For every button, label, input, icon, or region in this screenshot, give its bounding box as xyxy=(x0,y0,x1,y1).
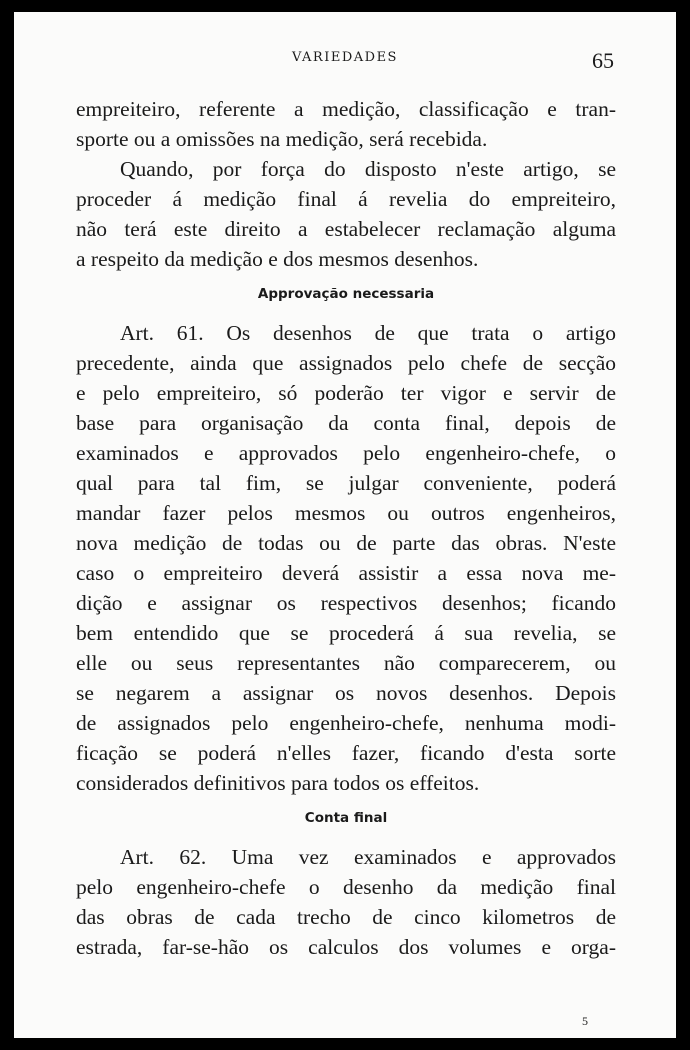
text-line: nova medição de todas ou de parte das obras. N'este xyxy=(76,531,616,555)
text-line: estrada, far-se-hão os calculos dos volumes e orga- xyxy=(76,935,616,959)
paragraph-1 xyxy=(76,94,616,154)
text-line: proceder á medição final á revelia do empreiteiro, xyxy=(76,187,616,211)
text-line: caso o empreiteiro deverá assistir a essa nova me- xyxy=(76,561,616,585)
text-line: se negarem a assignar os novos desenhos. Depois xyxy=(76,681,616,705)
text-line: dição e assignar os respectivos desenhos; ficando xyxy=(76,591,616,615)
text-line: não terá este direito a estabelecer reclamação alguma xyxy=(76,217,616,241)
text-line: Art. 61. Os desenhos de que trata o artigo xyxy=(120,321,616,345)
paragraph-article-61 xyxy=(76,318,616,798)
body-text xyxy=(76,94,616,962)
text-line: base para organisação da conta final, depois de xyxy=(76,411,616,435)
text-line: elle ou seus representantes não comparecerem, ou xyxy=(76,651,616,675)
page-number: 65 xyxy=(592,48,614,73)
text-line: ficação se poderá n'elles fazer, ficando d'esta sorte xyxy=(76,741,616,765)
text-line: de assignados pelo engenheiro-chefe, nenhuma modi- xyxy=(76,711,616,735)
text-line: bem entendido que se procederá á sua revelia, se xyxy=(76,621,616,645)
text-line: empreiteiro, referente a medição, classificação e tran- xyxy=(76,97,616,121)
text-line: qual para tal fim, se julgar conveniente, poderá xyxy=(76,471,616,495)
text-line: precedente, ainda que assignados pelo chefe de secção xyxy=(76,351,616,375)
text-line: sporte ou a omissões na medição, será recebida. xyxy=(76,127,488,151)
text-line: e pelo empreiteiro, só poderão ter vigor e servir de xyxy=(76,381,616,405)
running-head: VARIEDADES xyxy=(292,50,398,65)
page-header xyxy=(14,48,676,74)
book-page xyxy=(14,12,676,1038)
text-line: mandar fazer pelos mesmos ou outros engenheiros, xyxy=(76,501,616,525)
text-line: das obras de cada trecho de cinco kilometros de xyxy=(76,905,616,929)
text-line: a respeito da medição e dos mesmos desenhos. xyxy=(76,247,479,271)
section-heading-approval: Approvação necessaria xyxy=(257,286,435,302)
section-heading-final-account: Conta final xyxy=(304,810,388,826)
text-line: pelo engenheiro-chefe o desenho da medição final xyxy=(76,875,616,899)
paragraph-2 xyxy=(76,154,616,274)
text-line: examinados e approvados pelo engenheiro-chefe, o xyxy=(76,441,616,465)
signature-mark: 5 xyxy=(582,1014,588,1028)
text-line: considerados definitivos para todos os effeitos. xyxy=(76,771,480,795)
text-line: Quando, por força do disposto n'este artigo, se xyxy=(120,157,616,181)
text-line: Art. 62. Uma vez examinados e approvados xyxy=(120,845,616,869)
paragraph-article-62 xyxy=(76,842,616,962)
